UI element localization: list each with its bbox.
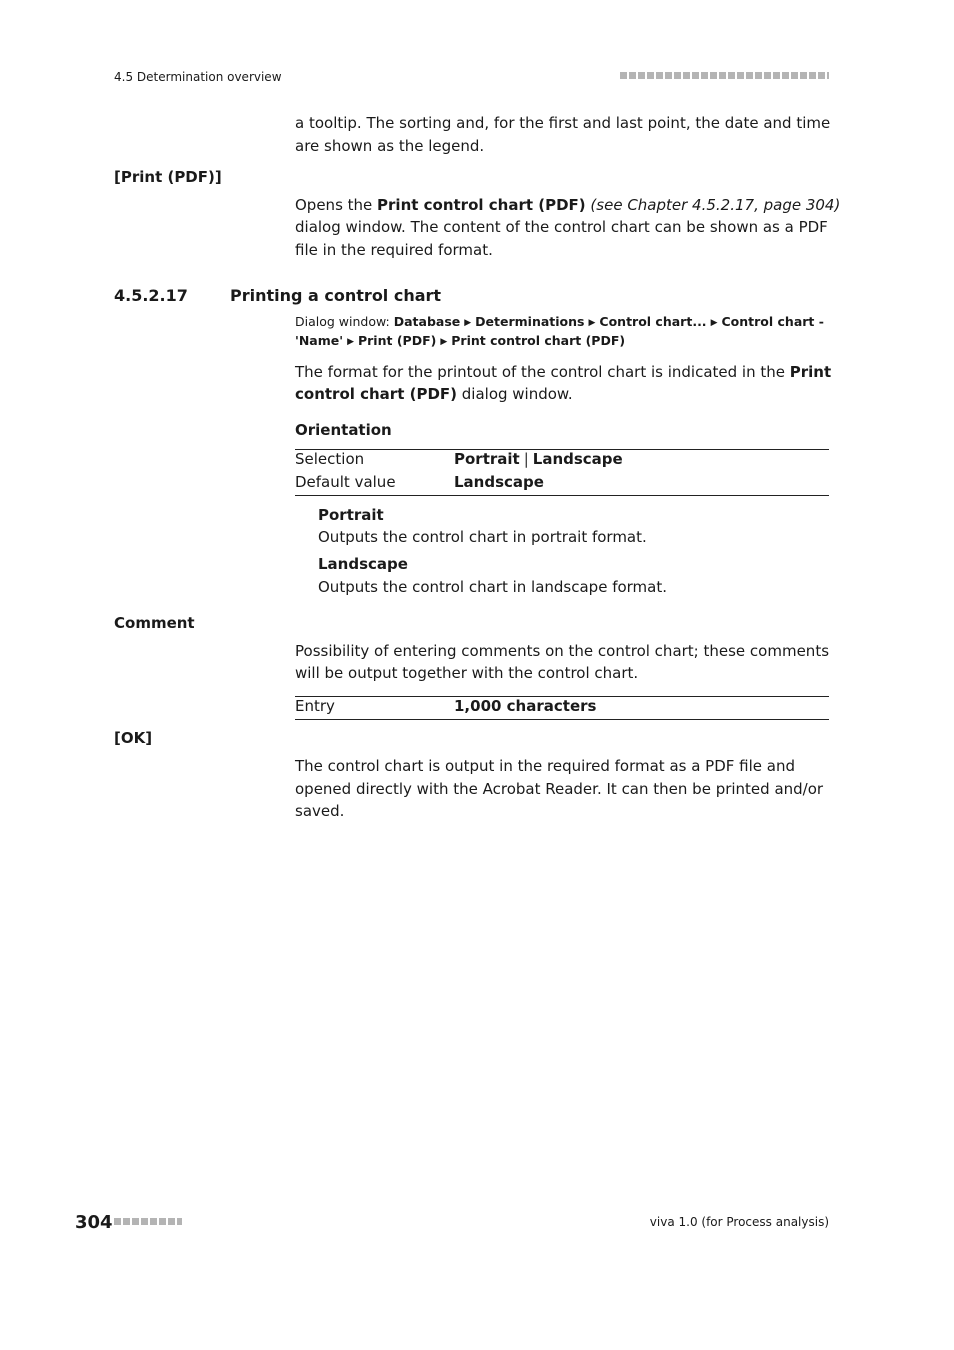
- default-value: Landscape: [454, 473, 544, 491]
- footer-decoration: [114, 1218, 182, 1225]
- path-item-database: Database: [393, 314, 461, 329]
- default-value-label: Default value: [295, 473, 396, 491]
- page-number: 304: [75, 1212, 113, 1233]
- section-title: Printing a control chart: [230, 286, 442, 305]
- opens-the-text: Opens the: [295, 196, 378, 214]
- selection-value-landscape: Landscape: [532, 450, 623, 468]
- orientation-table-bottom-rule: [295, 495, 829, 496]
- comment-label: Comment: [114, 614, 195, 632]
- header-decoration: [620, 72, 829, 79]
- section-description-text: The format for the printout of the control chart is indicated in the: [295, 363, 790, 381]
- selection-value-portrait: Portrait: [454, 450, 520, 468]
- section-number: 4.5.2.17: [114, 286, 188, 305]
- path-item-control-chart-name-part2: 'Name': [295, 333, 344, 348]
- section-description-line-2: [295, 383, 573, 406]
- path-arrow-icon: ▶: [347, 337, 354, 347]
- orientation-heading: Orientation: [295, 421, 392, 439]
- print-pdf-description-line-3: file in the required format.: [295, 241, 493, 259]
- path-item-print-pdf: Print (PDF): [357, 333, 437, 348]
- print-control-chart-dialog-name: Print control chart (PDF): [377, 196, 586, 214]
- comment-table-bottom-rule: [295, 719, 829, 720]
- path-arrow-icon: ▶: [440, 337, 448, 347]
- print-pdf-description-line-2: dialog window. The content of the control chart can be shown as a PDF: [295, 218, 828, 236]
- selection-separator: |: [523, 450, 529, 468]
- comment-description-line-1: Possibility of entering comments on the control chart; these comments: [295, 642, 830, 660]
- intro-line-1: a tooltip. The sorting and, for the first and last point, the date and time: [295, 114, 831, 132]
- intro-line-2: are shown as the legend.: [295, 137, 485, 155]
- path-arrow-icon: ▶: [588, 318, 596, 328]
- path-item-determinations: Determinations: [475, 314, 585, 329]
- selection-values: [454, 450, 623, 468]
- footer-product: viva 1.0 (for Process analysis): [649, 1215, 829, 1229]
- section-description-text: dialog window.: [457, 385, 573, 403]
- path-arrow-icon: ▶: [710, 318, 718, 328]
- section-description-bold: control chart (PDF): [295, 385, 457, 403]
- ok-description-line-2: opened directly with the Acrobat Reader. It can then be printed and/or: [295, 780, 824, 798]
- landscape-title: Landscape: [318, 555, 408, 573]
- selection-label: Selection: [295, 450, 365, 468]
- ok-label: [OK]: [114, 729, 153, 747]
- landscape-description: Outputs the control chart in landscape format.: [318, 578, 668, 596]
- dialog-path-line-1: [295, 312, 829, 333]
- path-item-control-chart: Control chart...: [599, 314, 707, 329]
- print-pdf-label: [Print (PDF)]: [114, 168, 222, 186]
- portrait-title: Portrait: [318, 506, 384, 524]
- path-item-control-chart-name-part1: Control chart -: [721, 314, 824, 329]
- entry-value: 1,000 characters: [454, 697, 597, 715]
- dialog-path-prefix: Dialog window:: [295, 314, 394, 329]
- section-description-bold: Print: [789, 363, 832, 381]
- entry-label: Entry: [295, 697, 335, 715]
- comment-description-line-2: will be output together with the control chart.: [295, 664, 639, 682]
- print-pdf-description-line-1: [295, 194, 840, 217]
- ok-description-line-3: saved.: [295, 802, 345, 820]
- section-description-line-1: [295, 361, 831, 384]
- dialog-path-line-2: [295, 331, 829, 352]
- path-arrow-icon: ▶: [464, 318, 472, 328]
- path-item-print-control-chart: Print control chart (PDF): [451, 333, 626, 348]
- portrait-description: Outputs the control chart in portrait format.: [318, 528, 647, 546]
- ok-description-line-1: The control chart is output in the required format as a PDF file and: [295, 757, 796, 775]
- running-header: 4.5 Determination overview: [114, 70, 282, 84]
- chapter-reference-link[interactable]: (see Chapter 4.5.2.17, page 304): [590, 196, 841, 214]
